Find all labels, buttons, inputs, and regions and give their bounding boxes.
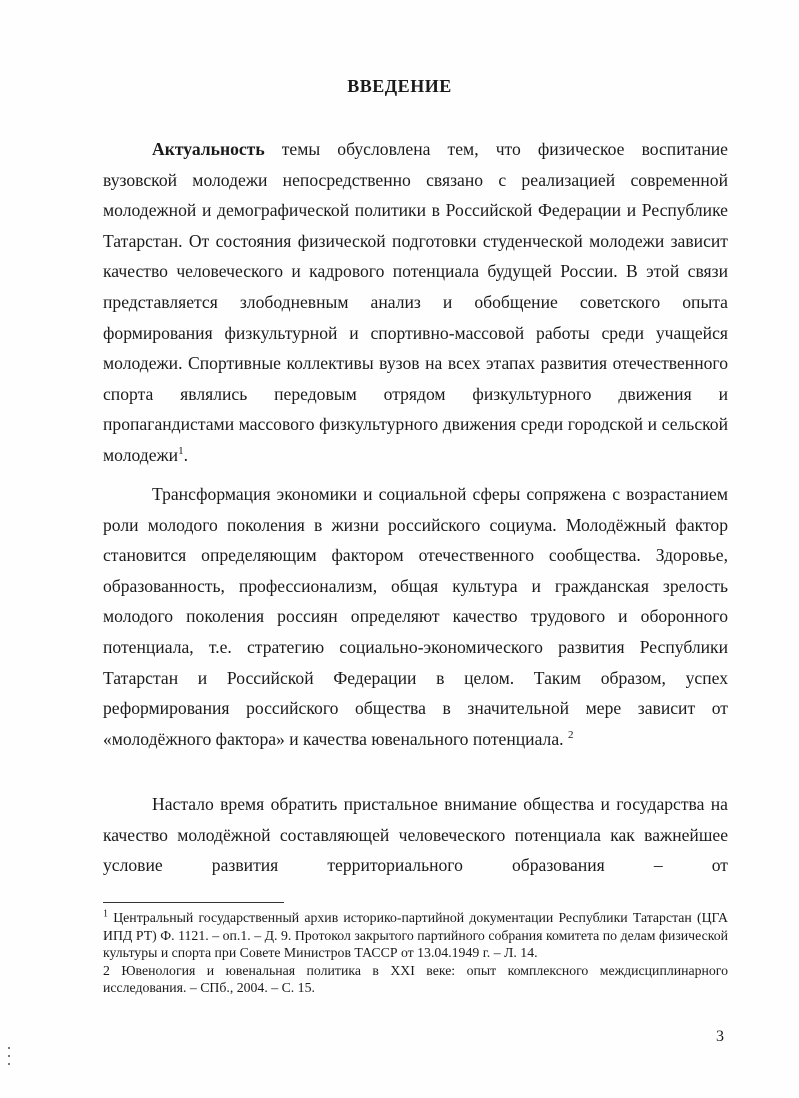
paragraph-text: Трансформация экономики и социальной сферы сопряжена с возрастанием роли молодого поколения в жизни российского социума. Молодёжный фактор становится определяющим фактором отечественного сообщества. Здоровье, образованность, профессионализм, общая культура и гражданская зрелость молодого поколения россиян определяют качество трудового и оборонного потенциала, т.е. стратегию социально-экономического развития Республики Татарстан и Российской Федерации в целом. Таким образом, успех реформирования российского общества в значительной мере зависит от «молодёжного фактора» и качества ювенального потенциала. [103,484,728,749]
footnote-mark: 1 [103,908,108,920]
footnote-item [103,909,728,962]
footnote-item [103,962,728,997]
footnote-reference: 1 [178,445,184,458]
footnote-reference: 2 [567,728,574,741]
scan-artifact [8,1063,10,1065]
paragraph-lead-term: Актуальность [152,139,265,159]
footnote-text: Центральный государственный архив историко-партийной документации Республики Татарстан (ЦГА ИПД РТ) Ф. 1121. – оп.1. – Д. 9. Протокол закрытого партийного собрания комитета по делам физической культуры и спорта при Совете Министров ТАССР от 13.04.1949 г. – Л. 14. [103,910,728,961]
paragraph-text: Настало время обратить пристальное внимание общества и государства на качество молодёжной составляющей человеческого потенциала как важнейшее условие развития территориального образования – от [103,794,728,876]
paragraph-tail: . [183,444,189,465]
page-title: ВВЕДЕНИЕ [347,76,452,96]
scan-artifact [8,1055,10,1057]
paragraph-transformation [103,479,728,754]
footnote-mark: 2 [103,962,110,978]
page-number: 3 [716,1028,724,1045]
footnote-separator [103,902,284,903]
paragraph-relevance [103,134,728,471]
scan-artifact [8,1047,10,1049]
paragraph-text: темы обусловлена тем, что физическое воспитание вузовской молодежи непосредственно связано с реализацией современной молодежной и демографической политики в Российской Федерации и Республике Татарстан. От состояния физической подготовки студенческой молодежи зависит качество человеческого и кадрового потенциала будущей России. В этой связи представляется злободневным анализ и обобщение советского опыта формирования физкультурной и спортивно-массовой работы среди учащейся молодежи. Спортивные коллективы вузов на всех этапах развития отечественного спорта являлись передовым отрядом физкультурного движения и пропагандистами массового физкультурного движения среди городской и сельской молодежи [103,139,728,465]
footnote-text: Ювенология и ювенальная политика в XXI веке: опыт комплексного междисциплинарного исследования. – СПб., 2004. – С. 15. [103,962,728,996]
footnotes [103,909,728,997]
paragraph-attention [103,789,728,881]
